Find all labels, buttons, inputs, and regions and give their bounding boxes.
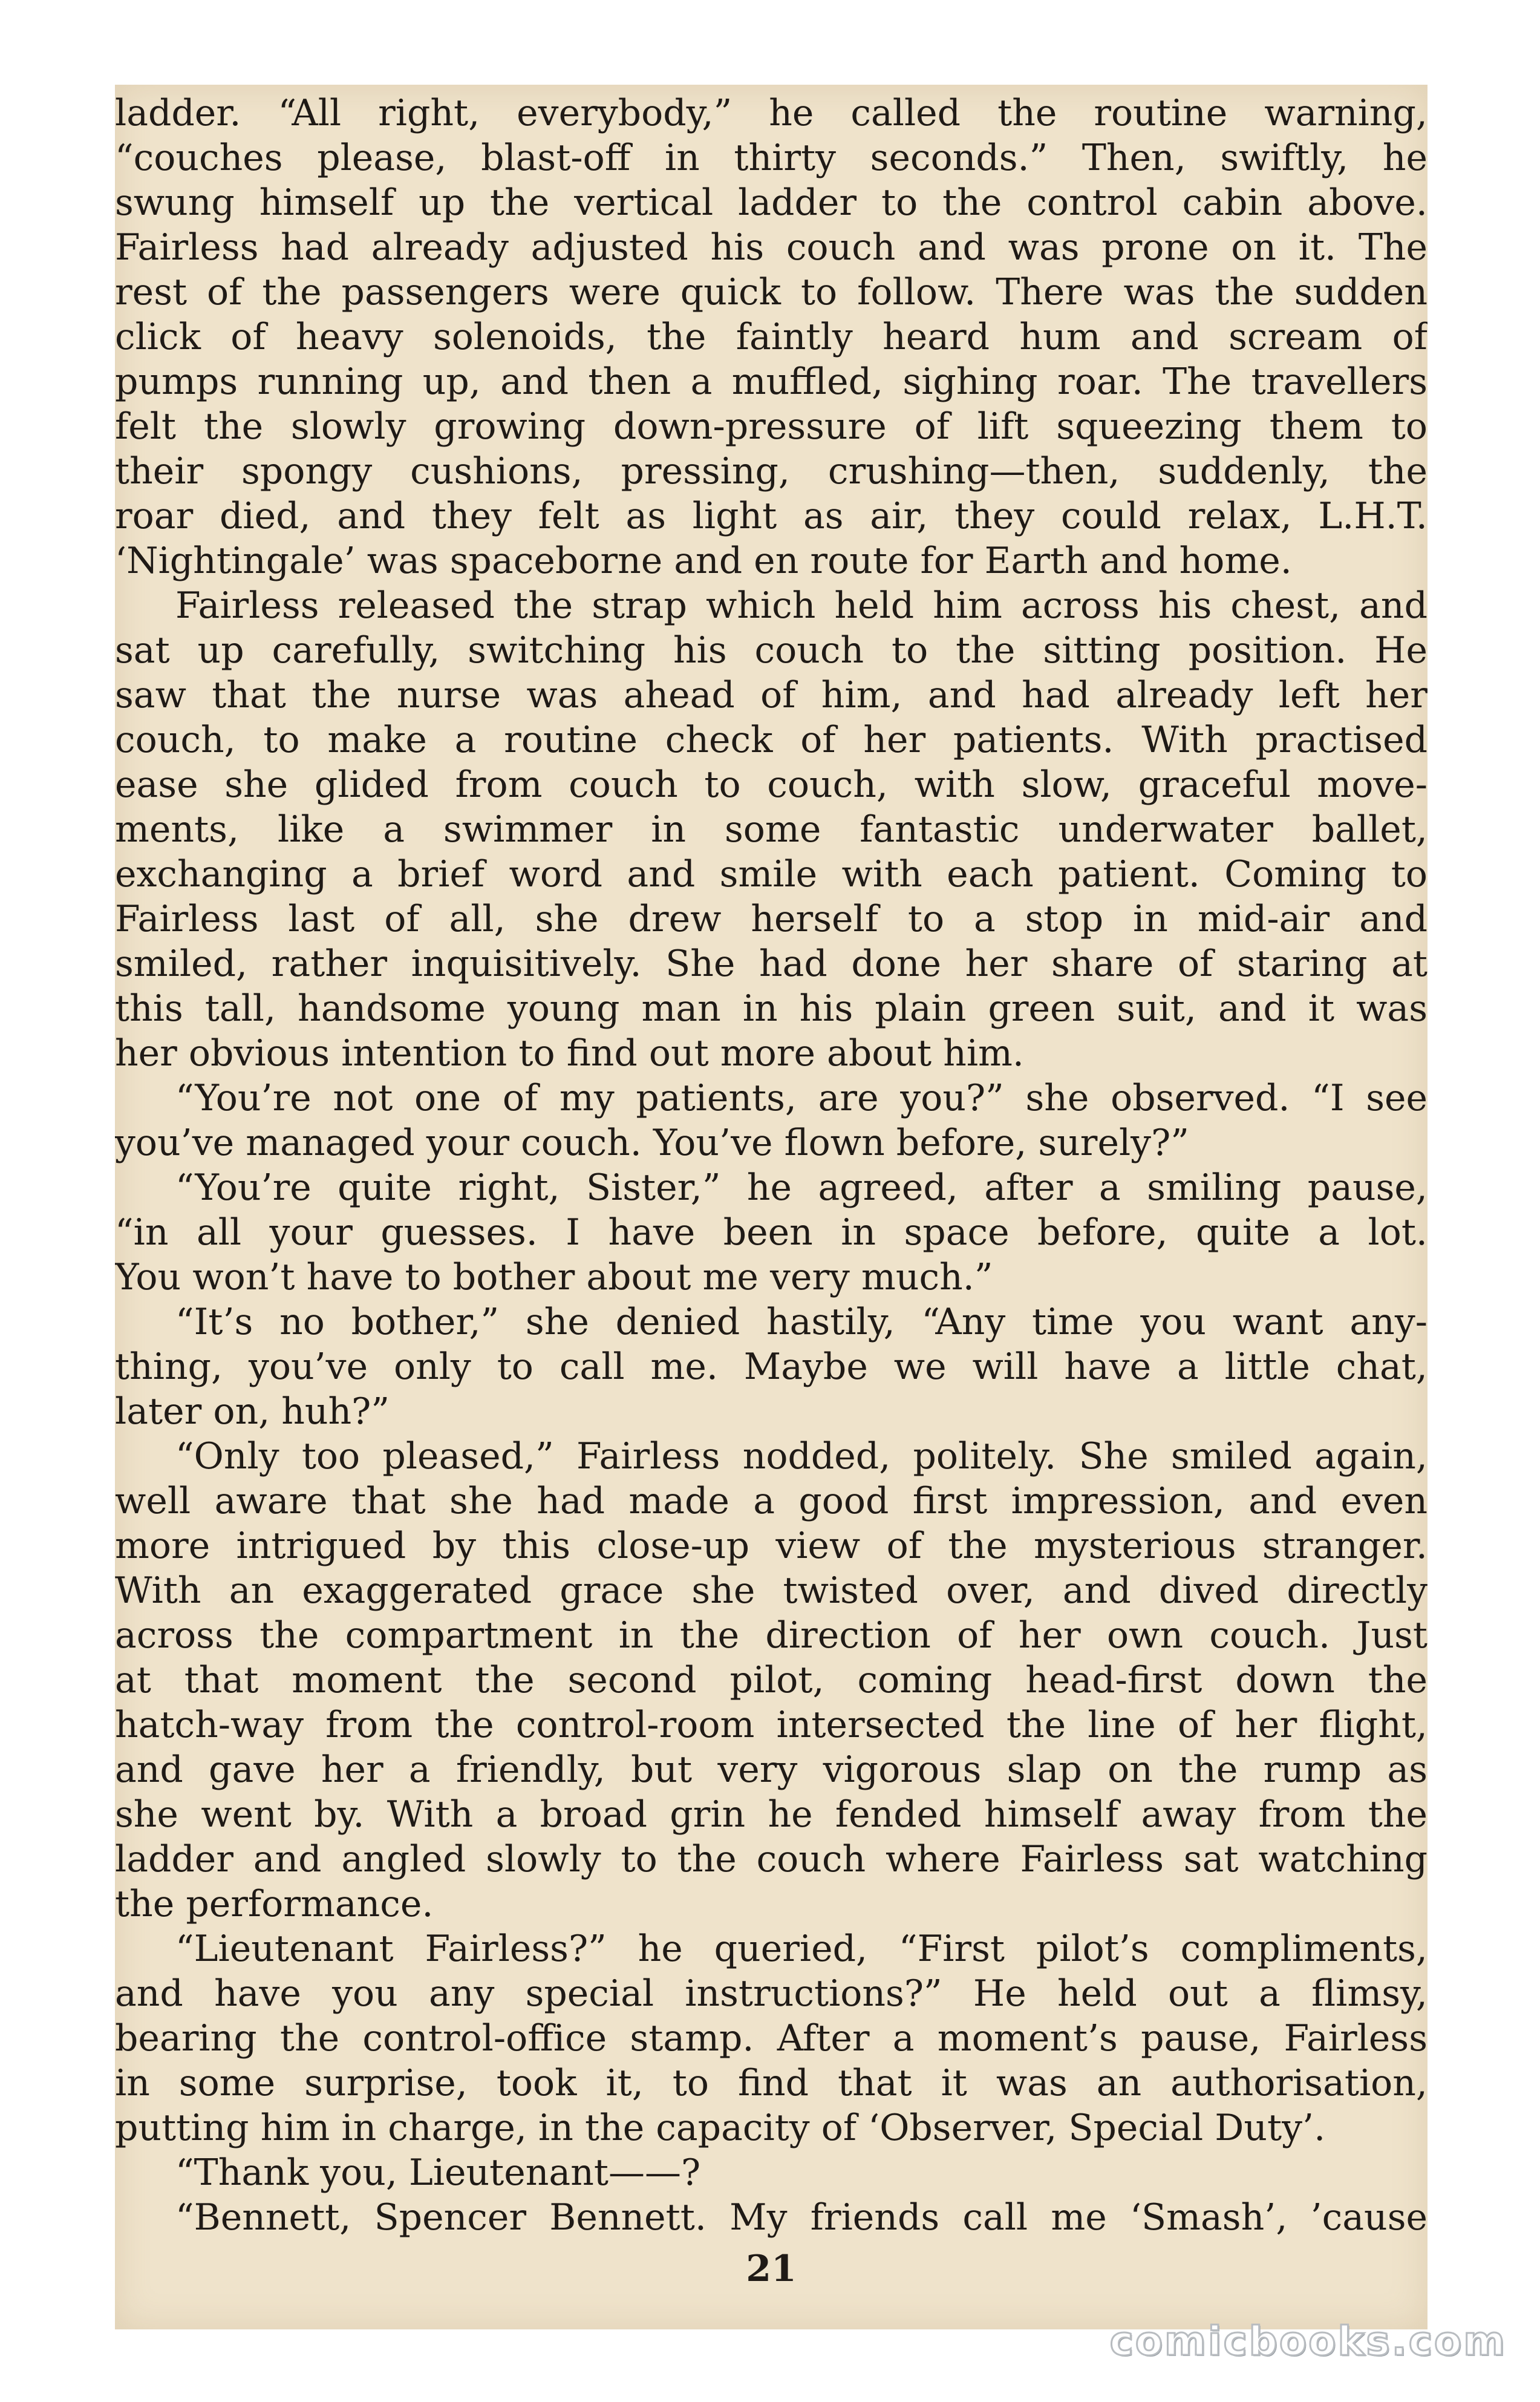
text-line: “It’s no bother,” she denied hastily, “Any time you want any- <box>175 1301 1427 1343</box>
text-line: “You’re quite right, Sister,” he agreed, after a smiling pause, <box>175 1167 1427 1209</box>
text-line: the performance. <box>115 1883 434 1925</box>
text-line: Fairless released the strap which held him across his chest, and <box>175 584 1427 627</box>
text-line: ments, like a swimmer in some fantastic underwater ballet, <box>115 808 1427 851</box>
text-line: bearing the control-office stamp. After a moment’s pause, Fairless <box>115 2017 1427 2060</box>
text-line: more intrigued by this close-up view of the mysterious stranger. <box>115 1525 1427 1567</box>
text-line: her obvious intention to find out more about him. <box>115 1032 1024 1075</box>
text-line: in some surprise, took it, to find that it was an authorisation, <box>115 2062 1427 2104</box>
story-text <box>115 91 1427 2242</box>
text-line: ‘Nightingale’ was spaceborne and en route for Earth and home. <box>115 540 1292 582</box>
text-line: rest of the passengers were quick to follow. There was the sudden <box>115 271 1427 313</box>
text-line: saw that the nurse was ahead of him, and had already left her <box>115 674 1427 716</box>
text-line: Fairless last of all, she drew herself to a stop in mid-air and <box>115 898 1427 940</box>
text-line: With an exaggerated grace she twisted over, and dived directly <box>115 1569 1427 1612</box>
text-line: she went by. With a broad grin he fended himself away from the <box>115 1793 1427 1836</box>
text-line: across the compartment in the direction of her own couch. Just <box>115 1614 1427 1657</box>
text-line: “Only too pleased,” Fairless nodded, politely. She smiled again, <box>175 1435 1427 1478</box>
text-line: couch, to make a routine check of her patients. With practised <box>115 719 1427 761</box>
text-line: “Bennett, Spencer Bennett. My friends call me ‘Smash’, ’cause <box>175 2196 1427 2239</box>
text-line: and have you any special instructions?” He held out a flimsy, <box>115 1972 1427 2015</box>
text-line: and gave her a friendly, but very vigorous slap on the rump as <box>115 1749 1427 1791</box>
text-line: felt the slowly growing down-pressure of lift squeezing them to <box>115 405 1427 448</box>
text-line: this tall, handsome young man in his plain green suit, and it was <box>115 987 1427 1030</box>
page-number: 21 <box>746 2248 797 2290</box>
text-line: hatch-way from the control-room intersected the line of her flight, <box>115 1704 1427 1746</box>
text-line: ease she glided from couch to couch, with slow, graceful move- <box>115 764 1427 806</box>
text-line: exchanging a brief word and smile with each patient. Coming to <box>115 853 1427 895</box>
watermark-logo: comicbooks.com <box>1109 2318 1507 2364</box>
text-line: Fairless had already adjusted his couch and was prone on it. The <box>115 226 1427 269</box>
text-line: “Thank you, Lieutenant——? <box>175 2152 701 2194</box>
text-line: roar died, and they felt as light as air, they could relax, L.H.T. <box>115 495 1427 537</box>
text-line: at that moment the second pilot, coming head-first down the <box>115 1659 1427 1701</box>
text-line: “You’re not one of my patients, are you?” she observed. “I see <box>175 1077 1427 1119</box>
text-line: smiled, rather inquisitively. She had done her share of staring at <box>115 943 1427 985</box>
text-line: “Lieutenant Fairless?” he queried, “First pilot’s compliments, <box>175 1928 1427 1970</box>
text-line: you’ve managed your couch. You’ve flown before, surely?” <box>115 1122 1189 1164</box>
text-line: “couches please, blast-off in thirty seconds.” Then, swiftly, he <box>115 137 1427 179</box>
text-line: putting him in charge, in the capacity of ‘Observer, Special Duty’. <box>115 2107 1326 2149</box>
text-line: later on, huh?” <box>115 1390 390 1433</box>
text-line: “in all your guesses. I have been in space before, quite a lot. <box>115 1211 1427 1254</box>
text-line: their spongy cushions, pressing, crushing—then, suddenly, the <box>115 450 1427 493</box>
text-line: You won’t have to bother about me very much.” <box>115 1256 993 1298</box>
text-line: pumps running up, and then a muffled, sighing roar. The travellers <box>115 361 1427 403</box>
text-line: sat up carefully, switching his couch to the sitting position. He <box>115 629 1427 672</box>
book-page <box>115 85 1427 2329</box>
text-line: thing, you’ve only to call me. Maybe we will have a little chat, <box>115 1346 1427 1388</box>
text-line: click of heavy solenoids, the faintly heard hum and scream of <box>115 316 1427 358</box>
text-line: well aware that she had made a good first impression, and even <box>115 1480 1427 1522</box>
text-line: ladder. “All right, everybody,” he called the routine warning, <box>115 92 1427 134</box>
text-line: swung himself up the vertical ladder to the control cabin above. <box>115 182 1427 224</box>
text-line: ladder and angled slowly to the couch where Fairless sat watching <box>115 1838 1427 1880</box>
